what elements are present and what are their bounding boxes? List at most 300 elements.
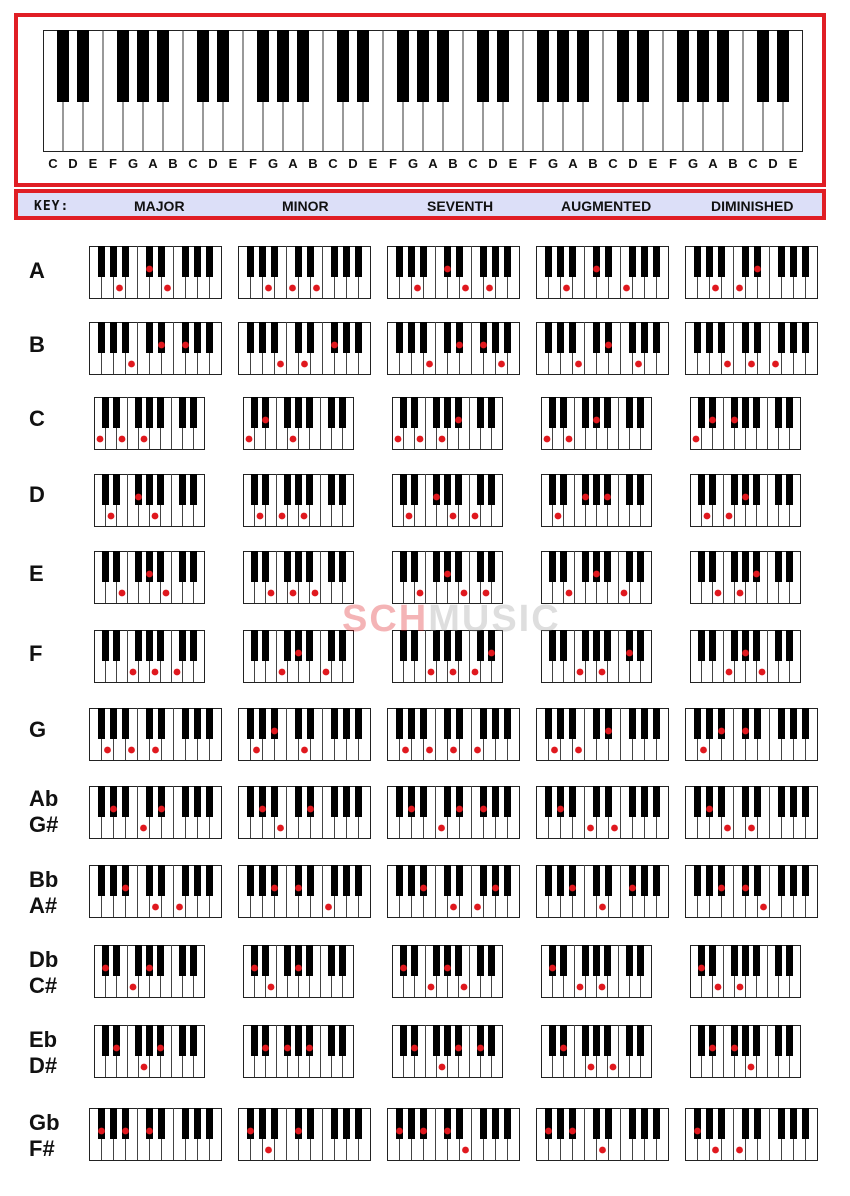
mini-black-key bbox=[433, 1025, 440, 1056]
mini-black-key bbox=[706, 1108, 713, 1139]
mini-black-key bbox=[742, 246, 749, 277]
mini-black-key bbox=[593, 708, 600, 739]
note-dot bbox=[414, 285, 421, 292]
note-label: F bbox=[669, 156, 677, 171]
mini-black-key bbox=[778, 1108, 785, 1139]
note-dot bbox=[621, 590, 628, 597]
note-dot bbox=[611, 825, 618, 832]
mini-black-key bbox=[778, 786, 785, 817]
mini-black-key bbox=[742, 1025, 749, 1056]
note-label: C bbox=[48, 156, 58, 171]
mini-black-key bbox=[262, 474, 269, 505]
note-dot bbox=[420, 885, 427, 892]
mini-black-key bbox=[206, 708, 213, 739]
black-key bbox=[577, 30, 589, 102]
mini-black-key bbox=[718, 322, 725, 353]
mini-keyboard-outline bbox=[686, 1109, 818, 1161]
legend-major: MAJOR bbox=[134, 198, 185, 214]
black-key bbox=[197, 30, 209, 102]
mini-black-key bbox=[262, 630, 269, 661]
chord-diagram bbox=[94, 397, 205, 449]
note-dot bbox=[605, 728, 612, 735]
note-dot bbox=[406, 513, 413, 520]
note-dot bbox=[146, 266, 153, 273]
mini-black-key bbox=[593, 945, 600, 976]
mini-black-key bbox=[259, 322, 266, 353]
mini-black-key bbox=[113, 474, 120, 505]
mini-black-key bbox=[626, 945, 633, 976]
note-dot bbox=[408, 806, 415, 813]
note-dot bbox=[477, 1045, 484, 1052]
mini-black-key bbox=[135, 1025, 142, 1056]
note-dot bbox=[306, 1045, 313, 1052]
key-name: F# bbox=[29, 1136, 55, 1161]
mini-black-key bbox=[110, 708, 117, 739]
mini-black-key bbox=[102, 397, 109, 428]
chord-diagram bbox=[94, 1025, 205, 1077]
note-dot bbox=[122, 1128, 129, 1135]
mini-black-key bbox=[549, 474, 556, 505]
mini-keyboard-outline bbox=[537, 323, 669, 375]
note-dot bbox=[108, 513, 115, 520]
mini-black-key bbox=[731, 945, 738, 976]
chord-diagram bbox=[94, 945, 205, 997]
mini-black-key bbox=[194, 865, 201, 896]
note-label: E bbox=[788, 156, 798, 171]
mini-black-key bbox=[605, 246, 612, 277]
mini-black-key bbox=[339, 397, 346, 428]
note-dot bbox=[295, 650, 302, 657]
mini-black-key bbox=[742, 1108, 749, 1139]
note-dot bbox=[455, 1045, 462, 1052]
chord-diagram bbox=[536, 708, 669, 760]
mini-black-key bbox=[396, 322, 403, 353]
note-dot bbox=[428, 984, 435, 991]
note-label: G bbox=[407, 156, 419, 171]
mini-black-key bbox=[339, 630, 346, 661]
mini-black-key bbox=[718, 246, 725, 277]
note-dot bbox=[474, 747, 481, 754]
note-label: D bbox=[208, 156, 218, 171]
note-label: G bbox=[547, 156, 559, 171]
mini-black-key bbox=[331, 1108, 338, 1139]
mini-black-key bbox=[396, 246, 403, 277]
note-dot bbox=[587, 825, 594, 832]
note-dot bbox=[563, 285, 570, 292]
note-dot bbox=[737, 984, 744, 991]
note-dot bbox=[492, 885, 499, 892]
mini-black-key bbox=[433, 945, 440, 976]
chord-diagram bbox=[243, 551, 354, 603]
note-label: D bbox=[768, 156, 778, 171]
mini-black-key bbox=[444, 708, 451, 739]
black-key bbox=[77, 30, 89, 102]
note-dot bbox=[290, 590, 297, 597]
black-key bbox=[217, 30, 229, 102]
mini-keyboard-outline bbox=[537, 787, 669, 839]
mini-black-key bbox=[339, 474, 346, 505]
mini-black-key bbox=[400, 474, 407, 505]
mini-black-key bbox=[444, 474, 451, 505]
mini-black-key bbox=[146, 865, 153, 896]
mini-black-key bbox=[790, 322, 797, 353]
note-dot bbox=[141, 1064, 148, 1071]
mini-black-key bbox=[698, 397, 705, 428]
mini-black-key bbox=[355, 322, 362, 353]
mini-black-key bbox=[504, 322, 511, 353]
chord-row-label bbox=[29, 786, 58, 838]
mini-keyboard-outline bbox=[537, 247, 669, 299]
note-label: B bbox=[728, 156, 738, 171]
mini-black-key bbox=[786, 630, 793, 661]
mini-black-key bbox=[433, 397, 440, 428]
mini-black-key bbox=[790, 1108, 797, 1139]
note-dot bbox=[456, 342, 463, 349]
note-dot bbox=[426, 747, 433, 754]
mini-black-key bbox=[306, 397, 313, 428]
chord-diagram bbox=[541, 474, 652, 526]
mini-black-key bbox=[420, 708, 427, 739]
mini-black-key bbox=[110, 865, 117, 896]
note-dot bbox=[599, 904, 606, 911]
note-dot bbox=[253, 747, 260, 754]
note-dot bbox=[428, 669, 435, 676]
note-dot bbox=[456, 806, 463, 813]
mini-black-key bbox=[157, 630, 164, 661]
note-dot bbox=[709, 1045, 716, 1052]
mini-black-key bbox=[247, 322, 254, 353]
note-dot bbox=[748, 1064, 755, 1071]
mini-black-key bbox=[194, 322, 201, 353]
note-dot bbox=[271, 728, 278, 735]
note-dot bbox=[433, 494, 440, 501]
note-label: C bbox=[188, 156, 198, 171]
mini-black-key bbox=[146, 786, 153, 817]
mini-black-key bbox=[179, 945, 186, 976]
note-label: D bbox=[348, 156, 358, 171]
note-dot bbox=[396, 1128, 403, 1135]
mini-black-key bbox=[433, 630, 440, 661]
note-dot bbox=[549, 965, 556, 972]
mini-black-key bbox=[146, 474, 153, 505]
note-dot bbox=[268, 984, 275, 991]
mini-black-key bbox=[400, 1025, 407, 1056]
mini-black-key bbox=[179, 1025, 186, 1056]
mini-black-key bbox=[488, 945, 495, 976]
mini-black-key bbox=[400, 630, 407, 661]
note-dot bbox=[174, 669, 181, 676]
mini-black-key bbox=[604, 1025, 611, 1056]
mini-black-key bbox=[259, 246, 266, 277]
mini-black-key bbox=[251, 1025, 258, 1056]
note-dot bbox=[569, 885, 576, 892]
mini-black-key bbox=[802, 322, 809, 353]
chord-diagram bbox=[238, 708, 371, 760]
note-dot bbox=[726, 513, 733, 520]
note-label: B bbox=[308, 156, 318, 171]
mini-black-key bbox=[444, 786, 451, 817]
note-dot bbox=[736, 285, 743, 292]
black-key bbox=[477, 30, 489, 102]
note-dot bbox=[295, 885, 302, 892]
mini-black-key bbox=[790, 246, 797, 277]
mini-black-key bbox=[706, 708, 713, 739]
note-dot bbox=[259, 806, 266, 813]
legend-augmented: AUGMENTED bbox=[561, 198, 652, 214]
mini-black-key bbox=[637, 551, 644, 582]
key-name: A# bbox=[29, 893, 58, 918]
legend-bar bbox=[14, 189, 826, 220]
black-key bbox=[777, 30, 789, 102]
mini-black-key bbox=[629, 1108, 636, 1139]
black-key bbox=[497, 30, 509, 102]
note-dot bbox=[605, 342, 612, 349]
note-dot bbox=[420, 1128, 427, 1135]
mini-black-key bbox=[706, 865, 713, 896]
note-label: E bbox=[648, 156, 658, 171]
chord-diagram bbox=[536, 786, 669, 838]
note-dot bbox=[301, 747, 308, 754]
chord-diagram bbox=[541, 630, 652, 682]
mini-black-key bbox=[455, 551, 462, 582]
note-dot bbox=[566, 590, 573, 597]
mini-black-key bbox=[698, 1025, 705, 1056]
mini-black-key bbox=[731, 474, 738, 505]
note-dot bbox=[577, 669, 584, 676]
mini-black-key bbox=[504, 865, 511, 896]
chord-diagram bbox=[392, 397, 503, 449]
mini-black-key bbox=[247, 708, 254, 739]
mini-black-key bbox=[604, 551, 611, 582]
mini-black-key bbox=[604, 945, 611, 976]
chord-diagram bbox=[238, 246, 371, 298]
mini-black-key bbox=[626, 1025, 633, 1056]
mini-keyboard-outline bbox=[90, 1109, 222, 1161]
legend-minor: MINOR bbox=[282, 198, 329, 214]
mini-black-key bbox=[102, 1025, 109, 1056]
note-dot bbox=[119, 590, 126, 597]
mini-black-key bbox=[706, 322, 713, 353]
mini-black-key bbox=[753, 630, 760, 661]
note-label: C bbox=[328, 156, 338, 171]
mini-black-key bbox=[582, 945, 589, 976]
note-dot bbox=[128, 747, 135, 754]
mini-black-key bbox=[157, 474, 164, 505]
mini-keyboard-outline bbox=[239, 866, 371, 918]
black-key bbox=[717, 30, 729, 102]
note-dot bbox=[731, 417, 738, 424]
black-key bbox=[697, 30, 709, 102]
mini-keyboard-outline bbox=[686, 247, 818, 299]
mini-black-key bbox=[331, 246, 338, 277]
mini-black-key bbox=[307, 708, 314, 739]
mini-black-key bbox=[295, 322, 302, 353]
note-dot bbox=[265, 1147, 272, 1154]
note-dot bbox=[130, 984, 137, 991]
mini-black-key bbox=[593, 1025, 600, 1056]
mini-black-key bbox=[480, 246, 487, 277]
mini-black-key bbox=[560, 945, 567, 976]
key-name: Ab bbox=[29, 786, 59, 811]
chord-diagram bbox=[94, 551, 205, 603]
chord-row-label bbox=[29, 482, 45, 508]
note-dot bbox=[444, 571, 451, 578]
mini-black-key bbox=[343, 1108, 350, 1139]
mini-black-key bbox=[653, 865, 660, 896]
chord-diagram bbox=[392, 945, 503, 997]
mini-black-key bbox=[694, 865, 701, 896]
note-dot bbox=[331, 342, 338, 349]
mini-black-key bbox=[653, 1108, 660, 1139]
note-dot bbox=[102, 965, 109, 972]
mini-black-key bbox=[488, 551, 495, 582]
note-dot bbox=[731, 1045, 738, 1052]
note-dot bbox=[450, 669, 457, 676]
note-dot bbox=[754, 266, 761, 273]
note-dot bbox=[623, 285, 630, 292]
note-dot bbox=[557, 806, 564, 813]
note-dot bbox=[122, 885, 129, 892]
key-name: D# bbox=[29, 1053, 58, 1078]
note-dot bbox=[759, 669, 766, 676]
mini-keyboard-outline bbox=[388, 247, 520, 299]
note-dot bbox=[772, 361, 779, 368]
mini-black-key bbox=[411, 945, 418, 976]
note-dot bbox=[700, 747, 707, 754]
note-dot bbox=[593, 571, 600, 578]
mini-black-key bbox=[455, 474, 462, 505]
mini-black-key bbox=[146, 630, 153, 661]
chord-diagram bbox=[690, 1025, 801, 1077]
mini-black-key bbox=[331, 708, 338, 739]
note-dot bbox=[128, 361, 135, 368]
note-dot bbox=[712, 1147, 719, 1154]
note-dot bbox=[277, 361, 284, 368]
mini-black-key bbox=[557, 246, 564, 277]
chord-row-label bbox=[29, 1027, 57, 1079]
note-dot bbox=[712, 285, 719, 292]
mini-black-key bbox=[492, 322, 499, 353]
chord-diagram bbox=[536, 322, 669, 374]
key-name: A bbox=[29, 258, 45, 283]
note-dot bbox=[257, 513, 264, 520]
mini-black-key bbox=[504, 246, 511, 277]
mini-black-key bbox=[206, 1108, 213, 1139]
chord-diagram bbox=[89, 322, 222, 374]
mini-black-key bbox=[775, 1025, 782, 1056]
mini-black-key bbox=[408, 708, 415, 739]
mini-black-key bbox=[157, 945, 164, 976]
note-dot bbox=[742, 728, 749, 735]
note-dot bbox=[726, 669, 733, 676]
chord-diagram bbox=[541, 551, 652, 603]
key-name: C bbox=[29, 406, 45, 431]
mini-black-key bbox=[179, 630, 186, 661]
note-dot bbox=[325, 904, 332, 911]
mini-black-key bbox=[698, 474, 705, 505]
black-key bbox=[117, 30, 129, 102]
mini-black-key bbox=[408, 1108, 415, 1139]
note-dot bbox=[444, 1128, 451, 1135]
legend-seventh: SEVENTH bbox=[427, 198, 494, 214]
chord-row-label bbox=[29, 258, 45, 284]
mini-black-key bbox=[396, 708, 403, 739]
mini-black-key bbox=[641, 708, 648, 739]
mini-black-key bbox=[709, 474, 716, 505]
chord-diagram bbox=[243, 1025, 354, 1077]
mini-black-key bbox=[569, 322, 576, 353]
mini-black-key bbox=[146, 1025, 153, 1056]
note-dot bbox=[736, 1147, 743, 1154]
mini-black-key bbox=[653, 708, 660, 739]
mini-black-key bbox=[605, 786, 612, 817]
mini-black-key bbox=[135, 630, 142, 661]
mini-black-key bbox=[113, 945, 120, 976]
note-dot bbox=[450, 904, 457, 911]
mini-black-key bbox=[396, 865, 403, 896]
note-dot bbox=[110, 806, 117, 813]
mini-black-key bbox=[295, 1025, 302, 1056]
chord-diagram bbox=[685, 786, 818, 838]
mini-black-key bbox=[102, 474, 109, 505]
mini-black-key bbox=[455, 945, 462, 976]
chord-diagram bbox=[690, 945, 801, 997]
mini-black-key bbox=[262, 945, 269, 976]
chord-diagram bbox=[392, 630, 503, 682]
mini-black-key bbox=[605, 865, 612, 896]
mini-black-key bbox=[593, 322, 600, 353]
note-label: A bbox=[708, 156, 718, 171]
mini-black-key bbox=[790, 708, 797, 739]
mini-black-key bbox=[135, 945, 142, 976]
black-key bbox=[297, 30, 309, 102]
note-dot bbox=[417, 436, 424, 443]
mini-black-key bbox=[786, 474, 793, 505]
mini-black-key bbox=[98, 865, 105, 896]
note-label: C bbox=[748, 156, 758, 171]
mini-black-key bbox=[284, 397, 291, 428]
note-dot bbox=[462, 1147, 469, 1154]
mini-black-key bbox=[569, 708, 576, 739]
note-dot bbox=[268, 590, 275, 597]
chord-diagram bbox=[243, 397, 354, 449]
chord-diagram bbox=[690, 551, 801, 603]
mini-black-key bbox=[400, 397, 407, 428]
mini-black-key bbox=[355, 708, 362, 739]
key-name: Gb bbox=[29, 1110, 60, 1135]
mini-black-key bbox=[802, 786, 809, 817]
black-key bbox=[357, 30, 369, 102]
mini-black-key bbox=[753, 474, 760, 505]
note-dot bbox=[400, 965, 407, 972]
note-label: E bbox=[368, 156, 378, 171]
mini-black-key bbox=[545, 786, 552, 817]
mini-black-key bbox=[557, 865, 564, 896]
note-label: F bbox=[389, 156, 397, 171]
mini-black-key bbox=[742, 397, 749, 428]
note-label: B bbox=[448, 156, 458, 171]
note-label: C bbox=[608, 156, 618, 171]
chord-diagram bbox=[387, 708, 520, 760]
mini-black-key bbox=[206, 786, 213, 817]
mini-black-key bbox=[328, 551, 335, 582]
note-dot bbox=[544, 436, 551, 443]
mini-black-key bbox=[778, 865, 785, 896]
chord-diagram bbox=[392, 474, 503, 526]
legend-key-label: KEY: bbox=[34, 199, 70, 214]
mini-black-key bbox=[456, 865, 463, 896]
key-name: F bbox=[29, 641, 43, 666]
